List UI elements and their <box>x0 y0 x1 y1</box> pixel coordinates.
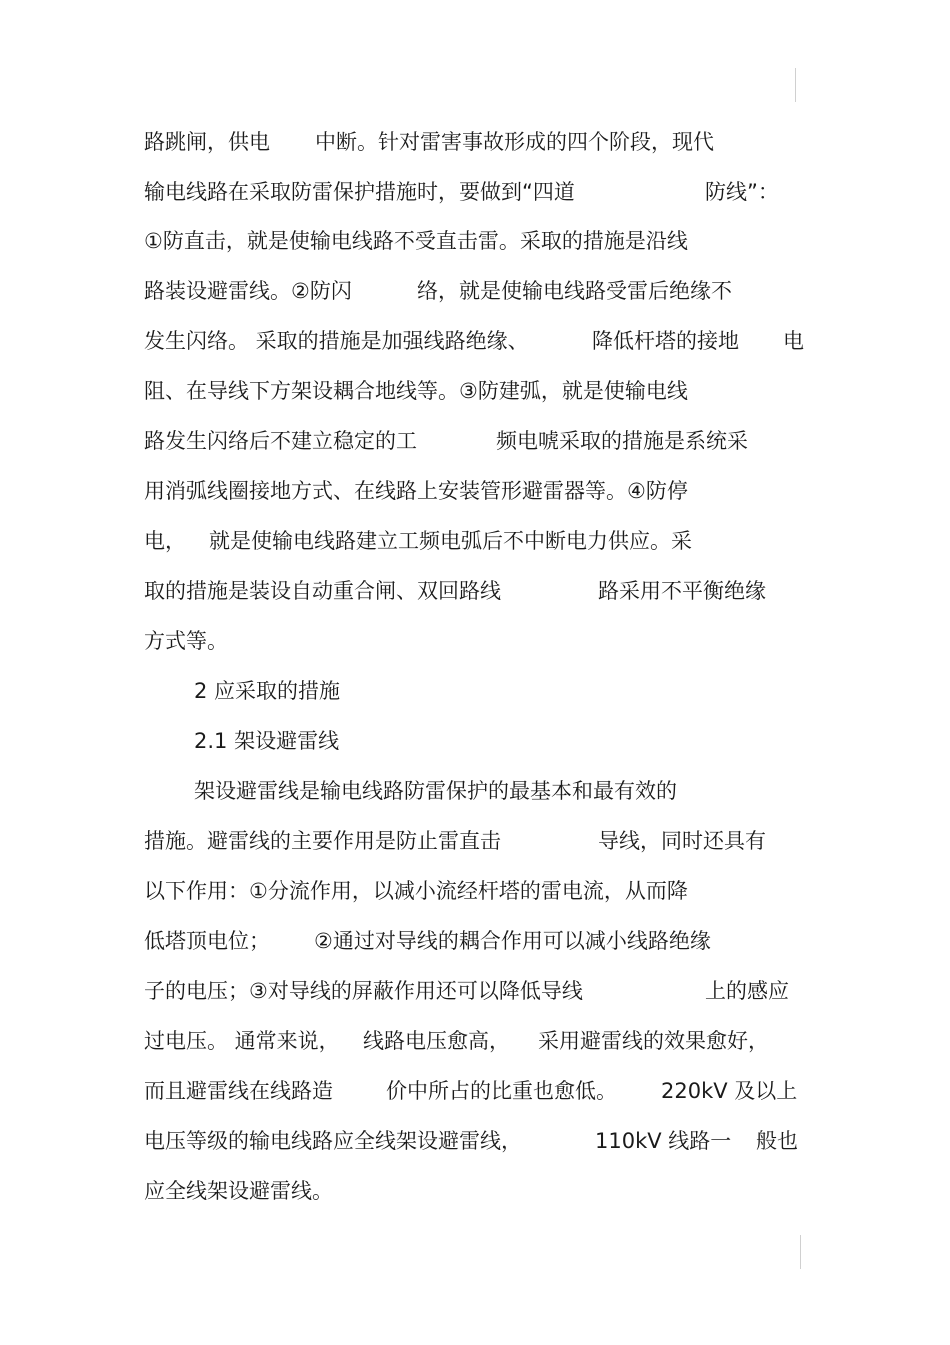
text-segment: 中断。针对雷害事故形成的四个阶段，现代 <box>315 130 714 154</box>
text-segment: 路装设避雷线。②防闪 <box>144 279 352 303</box>
text-segment: 而且避雷线在线路造 <box>144 1079 333 1103</box>
page-edge-mark-top <box>795 68 796 102</box>
text-segment: 络，就是使输电线路受雷后绝缘不 <box>417 279 732 303</box>
text-segment: 2.1 架设避雷线 <box>194 729 340 753</box>
text-segment: 过电压。 通常来说， <box>144 1029 340 1053</box>
text-segment: 般也 <box>756 1129 798 1153</box>
text-segment: 220kV 及以上 <box>661 1079 798 1103</box>
text-segment: 低塔顶电位； <box>144 929 270 953</box>
text-segment: 路跳闸，供电 <box>144 130 270 154</box>
text-segment: 防线”： <box>705 180 779 204</box>
text-segment: 方式等。 <box>144 629 228 653</box>
text-segment: 上的感应 <box>705 979 789 1003</box>
text-segment: 2 应采取的措施 <box>194 679 341 703</box>
text-segment: 降低杆塔的接地 <box>592 329 739 353</box>
text-segment: 以下作用：①分流作用，以减小流经杆塔的雷电流，从而降 <box>144 879 688 903</box>
text-segment: 输电线路在采取防雷保护措施时，要做到“四道 <box>144 180 575 204</box>
text-segment: 频电唬采取的措施是系统采 <box>496 429 748 453</box>
text-segment: 电， <box>144 529 186 553</box>
page-edge-mark-bottom <box>800 1235 801 1269</box>
text-segment: 用消弧线圈接地方式、在线路上安装管形避雷器等。④防停 <box>144 479 688 503</box>
text-segment: 措施。避雷线的主要作用是防止雷直击 <box>144 829 501 853</box>
text-segment: 就是使输电线路建立工频电弧后不中断电力供应。采 <box>209 529 692 553</box>
text-segment: 取的措施是装设自动重合闸、双回路线 <box>144 579 501 603</box>
text-segment: 路发生闪络后不建立稳定的工 <box>144 429 417 453</box>
text-segment: 电 <box>783 329 804 353</box>
text-segment: ②通过对导线的耦合作用可以减小线路绝缘 <box>314 929 711 953</box>
text-segment: 110kV 线路一 <box>595 1129 732 1153</box>
text-segment: 线路电压愈高， <box>363 1029 510 1053</box>
text-segment: ①防直击，就是使输电线路不受直击雷。采取的措施是沿线 <box>144 229 688 253</box>
text-segment: 路采用不平衡绝缘 <box>598 579 766 603</box>
text-segment: 架设避雷线是输电线路防雷保护的最基本和最有效的 <box>194 779 677 803</box>
text-segment: 应全线架设避雷线。 <box>144 1179 333 1203</box>
text-segment: 阻、在导线下方架设耦合地线等。③防建弧，就是使输电线 <box>144 379 688 403</box>
text-segment: 采用避雷线的效果愈好， <box>538 1029 769 1053</box>
text-segment: 价中所占的比重也愈低。 <box>386 1079 617 1103</box>
text-segment: 子的电压；③对导线的屏蔽作用还可以降低导线 <box>144 979 583 1003</box>
text-segment: 发生闪络。 采取的措施是加强线路绝缘、 <box>144 329 529 353</box>
text-segment: 导线，同时还具有 <box>598 829 766 853</box>
text-segment: 电压等级的输电线路应全线架设避雷线， <box>144 1129 522 1153</box>
